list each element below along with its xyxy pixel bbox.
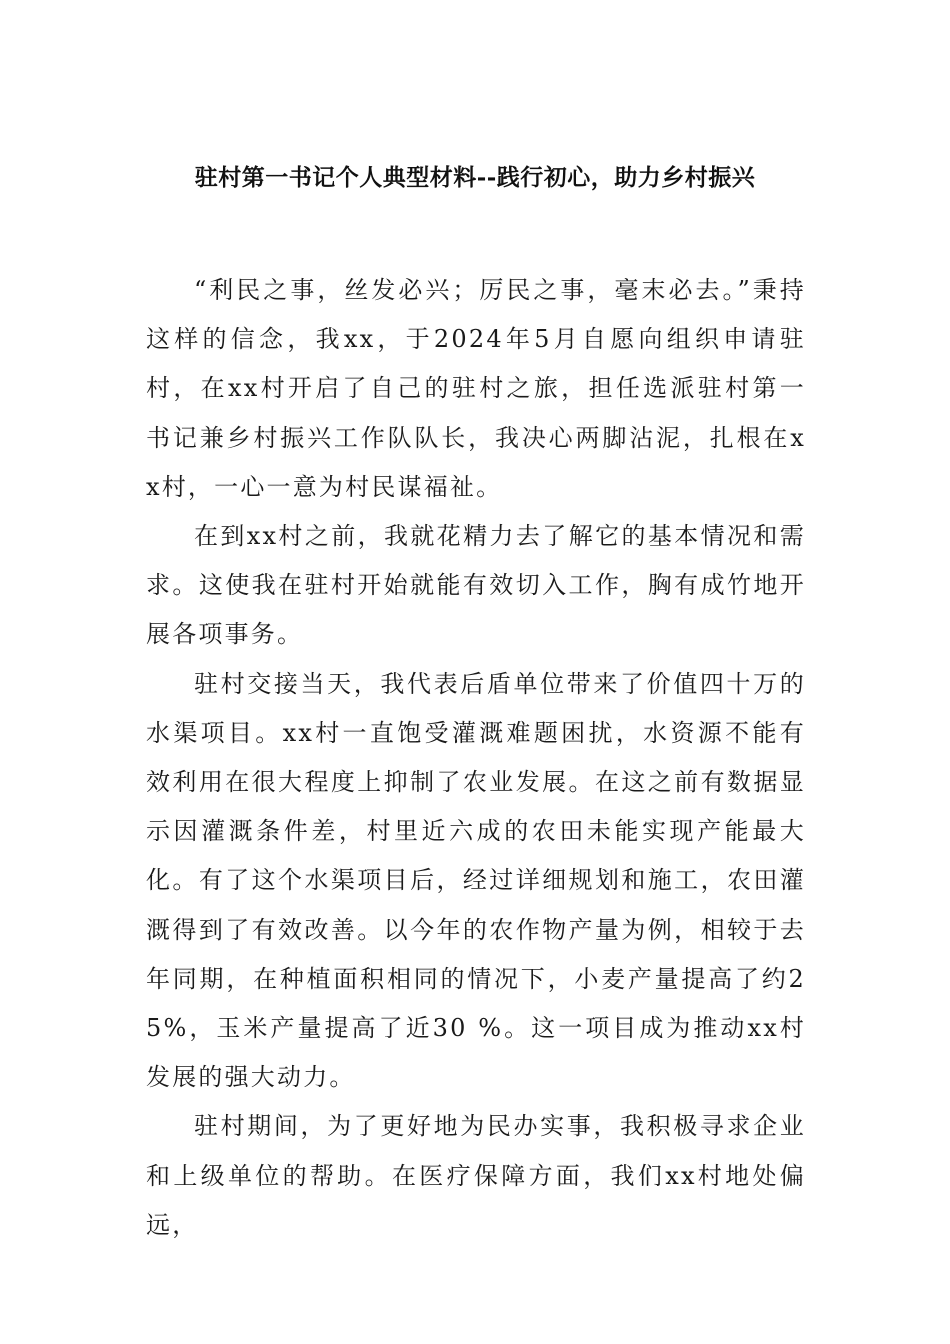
- document-title: 驻村第一书记个人典型材料--践行初心，助力乡村振兴: [194, 164, 756, 191]
- paragraph-1: “利民之事，丝发必兴；厉民之事，毫末必去。”秉持这样的信念，我xx，于2024年5月自愿向组织申请驻村，在xx村开启了自己的驻村之旅，担任选派驻村第一书记兼乡村振兴工作队队长，我决心两脚沾泥，扎根在xx村，一心一意为村民谋福祉。: [146, 276, 806, 501]
- paragraph-2: 在到xx村之前，我就花精力去了解它的基本情况和需求。这使我在驻村开始就能有效切入工作，胸有成竹地开展各项事务。: [146, 522, 806, 649]
- paragraph-3: 驻村交接当天，我代表后盾单位带来了价值四十万的水渠项目。xx村一直饱受灌溉难题困扰，水资源不能有效利用在很大程度上抑制了农业发展。在这之前有数据显示因灌溉条件差，村里近六成的农田未能实现产能最大化。有了这个水渠项目后，经过详细规划和施工，农田灌溉得到了有效改善。以今年的农作物产量为例，相较于去年同期，在种植面积相同的情况下，小麦产量提高了约25%，玉米产量提高了近30 %。这一项目成为推动xx村发展的强大动力。: [146, 669, 806, 1092]
- paragraph-4: 驻村期间，为了更好地为民办实事，我积极寻求企业和上级单位的帮助。在医疗保障方面，我们xx村地处偏远，: [146, 1112, 806, 1239]
- document-body: [146, 266, 806, 1250]
